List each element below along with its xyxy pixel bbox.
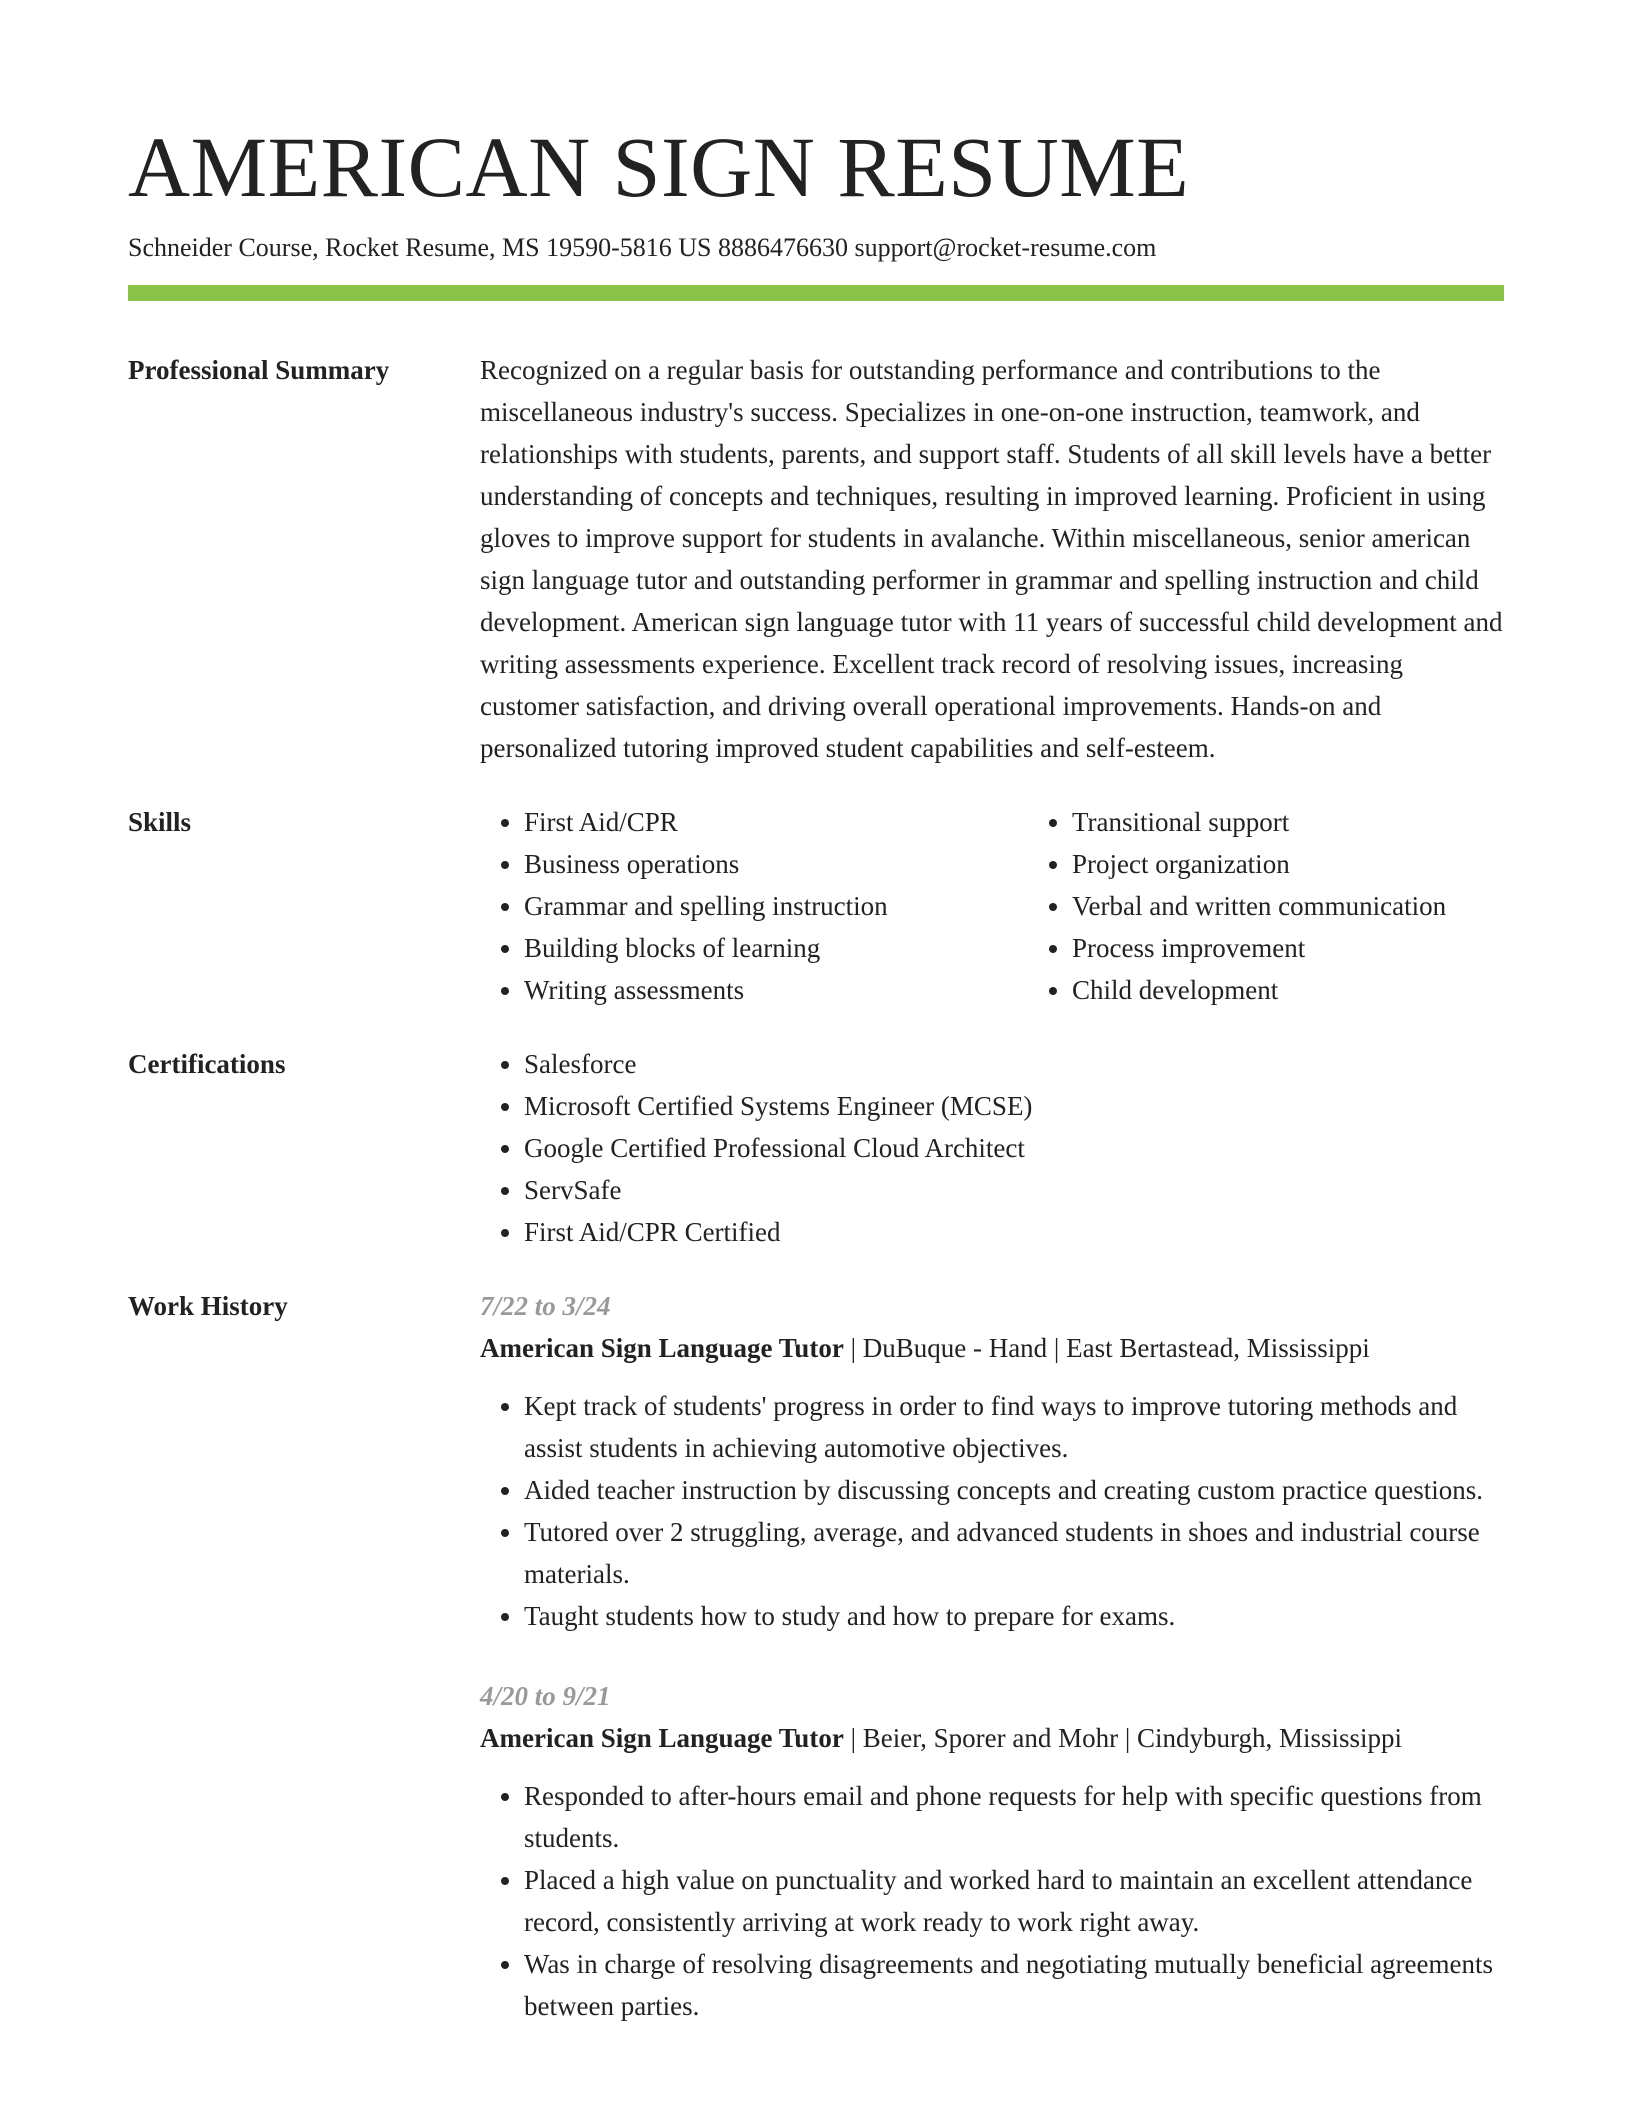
accent-divider [128, 285, 1504, 301]
job-bullets [480, 1775, 1504, 2027]
skill-item: • Verbal and written communication [1072, 885, 1576, 927]
skills-list-left [480, 801, 1028, 1011]
skills-section [128, 801, 1504, 1011]
certification-item: • Microsoft Certified Systems Engineer (MCSE) [524, 1085, 1504, 1127]
certifications-list [480, 1043, 1504, 1253]
job-title: American Sign Language Tutor [480, 1723, 844, 1753]
work-history-body [480, 1285, 1504, 2065]
job-dates: 4/20 to 9/21 [480, 1681, 611, 1711]
skill-item: • Project organization [1072, 843, 1576, 885]
skills-grid [480, 801, 1576, 1011]
job-bullet: • Placed a high value on punctuality and worked hard to maintain an excellent attendance record, consistently arriving at work ready to work right away. [524, 1859, 1504, 1943]
job-entry [480, 1285, 1504, 1637]
skill-item: • Transitional support [1072, 801, 1576, 843]
section-label-certifications: Certifications [128, 1049, 286, 1079]
job-bullet: • Kept track of students' progress in order to find ways to improve tutoring methods and assist students in achieving automotive objectives. [524, 1385, 1504, 1469]
job-entry [480, 1675, 1504, 2027]
job-bullet: • Responded to after-hours email and phone requests for help with specific questions from students. [524, 1775, 1504, 1859]
contact-line: Schneider Course, Rocket Resume, MS 19590-5816 US 8886476630 support@rocket-resume.com [128, 233, 1157, 262]
skill-item: • First Aid/CPR [524, 801, 1028, 843]
job-bullet: • Tutored over 2 struggling, average, and advanced students in shoes and industrial course materials. [524, 1511, 1504, 1595]
section-label-work-history: Work History [128, 1291, 288, 1321]
job-title: American Sign Language Tutor [480, 1333, 844, 1363]
summary-text: Recognized on a regular basis for outstanding performance and contributions to the miscellaneous industry's success. Specializes in one-on-one instruction, teamwork, and relationships with students, parents, and support staff. Students of all skill levels have a better understanding of concepts and techniques, resulting in improved learning. Proficient in using gloves to improve support for students in avalanche. Within miscellaneous, senior american sign language tutor and outstanding performer in grammar and spelling instruction and child development. American sign language tutor with 11 years of successful child development and writing assessments experience. Excellent track record of resolving issues, increasing customer satisfaction, and driving overall operational improvements. Hands-on and personalized tutoring improved student capabilities and self-esteem. [480, 355, 1503, 763]
skill-item: • Building blocks of learning [524, 927, 1028, 969]
job-bullets [480, 1385, 1504, 1637]
certifications-section [128, 1043, 1504, 1253]
skill-item: • Process improvement [1072, 927, 1576, 969]
skill-item: • Child development [1072, 969, 1576, 1011]
certification-item: • ServSafe [524, 1169, 1504, 1211]
certification-item: • Salesforce [524, 1043, 1504, 1085]
skills-list-right [1028, 801, 1576, 1011]
job-title-line [480, 1327, 1504, 1369]
certification-item: • Google Certified Professional Cloud Architect [524, 1127, 1504, 1169]
job-dates: 7/22 to 3/24 [480, 1291, 611, 1321]
section-label-summary: Professional Summary [128, 355, 390, 385]
skill-item: • Grammar and spelling instruction [524, 885, 1028, 927]
skill-item: • Business operations [524, 843, 1028, 885]
job-bullet: • Taught students how to study and how to prepare for exams. [524, 1595, 1504, 1637]
certifications-body [480, 1043, 1504, 1253]
job-title-line [480, 1717, 1504, 1759]
resume-name: AMERICAN SIGN RESUME [128, 119, 1190, 215]
job-details: | DuBuque - Hand | East Bertastead, Mississippi [843, 1333, 1370, 1363]
summary-section [128, 349, 1504, 769]
job-bullet: • Aided teacher instruction by discussing concepts and creating custom practice questions. [524, 1469, 1504, 1511]
job-details: | Beier, Sporer and Mohr | Cindyburgh, Mississippi [843, 1723, 1403, 1753]
job-bullet: • Was in charge of resolving disagreements and negotiating mutually beneficial agreements between parties. [524, 1943, 1504, 2027]
skill-item: • Writing assessments [524, 969, 1028, 1011]
summary-body [480, 349, 1504, 769]
work-history-section [128, 1285, 1504, 2065]
certification-item: • First Aid/CPR Certified [524, 1211, 1504, 1253]
section-label-skills: Skills [128, 807, 192, 837]
